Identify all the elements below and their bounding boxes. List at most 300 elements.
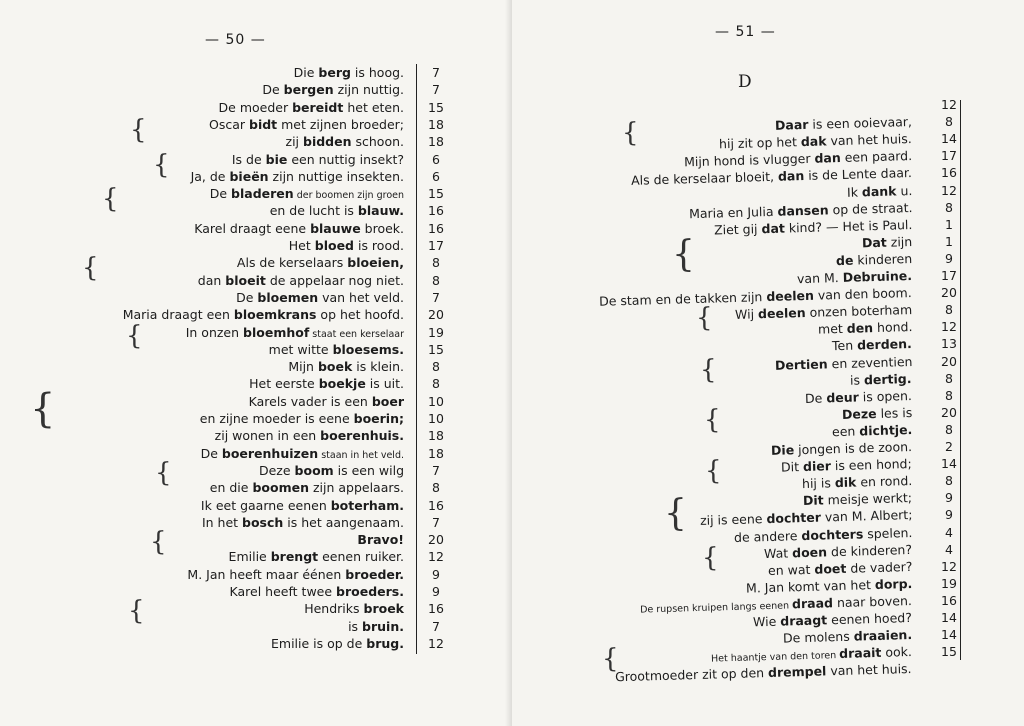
entry-keyword: berg [318, 65, 351, 80]
entry-keyword: dank [861, 182, 897, 199]
entry-suffix: is het aangenaam. [283, 514, 404, 530]
entry-suffix: is een hond; [830, 456, 913, 474]
lesson-number: 12 [941, 558, 957, 574]
entry-prefix: Emilie [228, 549, 271, 565]
lesson-number: 4 [945, 541, 953, 557]
entry-suffix: een paard. [840, 148, 913, 166]
entry-suffix: van den boom. [813, 285, 913, 303]
entry-prefix: Wat [763, 544, 793, 561]
entry-prefix: Karel draagt eene [194, 220, 311, 236]
entry-prefix: Maria en Julia [688, 203, 778, 221]
entry-keyword: boerenhuizen [221, 445, 319, 461]
entry-keyword: Dertien [774, 355, 828, 373]
lesson-number: 9 [432, 566, 440, 582]
entry-keyword: blauw. [357, 203, 404, 219]
entry-suffix: broek. [360, 220, 404, 236]
entry-prefix: In het [201, 514, 243, 530]
entry-keyword: broeders. [336, 584, 404, 599]
entry-prefix: Karel heeft twee [229, 584, 337, 599]
entry-prefix: is [348, 618, 363, 634]
lesson-number: 7 [432, 618, 440, 634]
entry-prefix: zij is eene [699, 511, 767, 529]
entry-keyword: deelen [757, 305, 806, 322]
entry-prefix-small: De rupsen kruipen langs eenen [640, 600, 793, 616]
entry-line [249, 376, 404, 392]
entry-prefix: en de lucht is [269, 203, 358, 219]
lesson-number: 8 [945, 473, 953, 489]
brace: { [705, 456, 722, 486]
entry-line [289, 238, 404, 254]
entry-suffix: is rood. [354, 238, 404, 253]
entry-prefix: De [200, 445, 222, 461]
lesson-number: 15 [428, 99, 444, 115]
entry-keyword: blauwe [310, 220, 361, 236]
entry-prefix: M. Jan heeft maar éénen [187, 566, 346, 582]
entry-suffix: schoon. [351, 134, 404, 150]
entry-prefix: De [209, 186, 232, 202]
entry-keyword: doen [791, 543, 828, 560]
entry-keyword: Deze [841, 405, 877, 422]
entry-keyword: dat [760, 220, 785, 236]
entry-line [187, 567, 404, 583]
lesson-number: 19 [428, 324, 444, 340]
entry-keyword: draad [791, 595, 834, 612]
entry-prefix: met [817, 321, 847, 337]
entry-keyword: bie [265, 151, 288, 167]
entry-line [270, 203, 404, 219]
entry-prefix: hij is [801, 475, 835, 492]
entry-line [237, 255, 404, 271]
entry-line [862, 234, 913, 251]
entry-suffix-small: der boomen zijn groen [293, 190, 404, 202]
entry-line [357, 532, 404, 548]
entry-prefix: Wij [734, 306, 759, 323]
lesson-number: 17 [941, 148, 957, 164]
entry-keyword: dansen [776, 201, 829, 219]
entry-line [215, 428, 404, 444]
brace: { [82, 253, 99, 283]
entry-suffix: spelen. [862, 524, 913, 541]
lesson-number: 6 [432, 151, 440, 167]
entry-prefix: Grootmoeder zit op den [615, 665, 769, 685]
lesson-number: 8 [945, 302, 953, 318]
entry-suffix: kind? — Het is Paul. [784, 216, 913, 236]
lesson-number: 7 [432, 514, 440, 530]
entry-suffix: van het huis. [826, 131, 913, 149]
entry-suffix: van M. Albert; [820, 507, 913, 525]
lesson-number: 8 [432, 376, 440, 392]
entry-keyword: bidden [303, 134, 352, 150]
entry-keyword: Dat [861, 234, 887, 251]
entry-prefix: Ten [832, 337, 858, 354]
entry-line [842, 405, 913, 423]
entry-suffix: hond. [872, 319, 913, 336]
entry-line [797, 268, 912, 287]
entry-line [832, 336, 912, 354]
lesson-number: 10 [428, 411, 444, 426]
lesson-number: 8 [432, 272, 440, 288]
entry-line [615, 661, 912, 685]
lesson-number: 12 [941, 182, 957, 198]
lesson-number: 17 [941, 268, 957, 283]
entry-line [269, 342, 404, 358]
entry-keyword: Die [770, 442, 795, 458]
entry-suffix: is een wilg [333, 462, 404, 478]
entry-keyword: dan [814, 150, 841, 167]
entry-keyword: bloesems. [332, 341, 404, 357]
brace: { [702, 543, 719, 573]
entry-line [259, 463, 404, 479]
brace: { [30, 386, 56, 432]
entry-suffix: de appelaar nog niet. [265, 272, 404, 288]
brace: { [155, 458, 172, 488]
lesson-number: 8 [945, 370, 953, 386]
brace: { [664, 493, 687, 534]
lesson-number: 12 [428, 549, 444, 565]
entry-suffix: ook. [881, 644, 913, 661]
entry-suffix: naar boven. [832, 592, 913, 611]
brace: { [704, 405, 721, 435]
entry-keyword: Bravo! [357, 532, 404, 548]
entry-keyword: bloeien, [347, 255, 404, 271]
brace: { [622, 118, 639, 148]
entry-suffix-small: staan in het veld. [318, 449, 404, 461]
entry-line [271, 636, 404, 652]
entry-keyword: draagt [780, 612, 828, 629]
lesson-number: 8 [945, 199, 953, 215]
lesson-number: 12 [941, 319, 957, 335]
left-number-column-rule [416, 64, 417, 654]
entry-line [232, 152, 404, 168]
lesson-number: 12 [941, 97, 957, 112]
entry-prefix: In onzen [185, 324, 244, 340]
entry-keyword: bereidt [292, 99, 344, 115]
entry-line [201, 498, 404, 514]
entry-suffix: met zijnen broeder; [277, 116, 404, 132]
entry-suffix: meisje werkt; [823, 490, 913, 508]
entry-line [304, 601, 404, 617]
entry-line [802, 473, 913, 492]
lesson-number: 4 [945, 524, 953, 540]
entry-suffix: is open. [858, 387, 913, 405]
entry-prefix: zij [285, 134, 303, 150]
lesson-number: 20 [941, 285, 957, 301]
brace: { [672, 234, 695, 275]
lesson-number: 18 [428, 428, 444, 444]
lesson-number: 7 [432, 289, 440, 305]
lesson-number: 1 [945, 233, 953, 249]
right-page [512, 0, 1024, 726]
entry-line [230, 584, 404, 600]
entry-prefix: en die [209, 480, 253, 496]
entry-keyword: dik [834, 474, 857, 491]
entry-line [229, 549, 404, 565]
entry-suffix: is uit. [365, 376, 404, 392]
lesson-number: 16 [941, 592, 957, 608]
brace: { [602, 644, 619, 674]
entry-prefix: zij wonen in een [214, 428, 321, 444]
entry-suffix: onzen boterham [805, 302, 913, 321]
entry-prefix: een [831, 423, 860, 440]
lesson-number: 6 [432, 168, 440, 184]
section-letter: D [738, 72, 752, 92]
entry-keyword: boerin; [353, 411, 404, 426]
entry-keyword: deelen [766, 287, 815, 305]
lesson-number: 16 [428, 497, 444, 513]
entry-line [202, 515, 404, 531]
entry-keyword: bladeren [231, 186, 294, 202]
entry-keyword: broeder. [345, 566, 404, 582]
lesson-number: 9 [432, 584, 440, 599]
entry-line [348, 619, 404, 635]
lesson-number: 7 [432, 65, 440, 80]
entry-prefix: Mijn [288, 359, 318, 375]
entry-line [249, 394, 404, 410]
entry-line [236, 290, 404, 306]
lesson-number: 14 [941, 610, 957, 625]
entry-prefix: Het [288, 238, 315, 253]
lesson-number: 2 [945, 439, 953, 454]
lesson-number: 20 [428, 307, 444, 323]
entry-prefix: Ik eet gaarne eenen [200, 497, 331, 513]
lesson-number: 14 [941, 456, 957, 472]
lesson-number: 18 [428, 116, 444, 132]
entry-suffix: en zeventien [826, 353, 913, 371]
lesson-number: 16 [428, 203, 444, 219]
entry-prefix: M. Jan komt van het [745, 576, 875, 596]
lesson-number: 9 [945, 490, 953, 506]
entry-prefix: Emilie is op de [271, 635, 367, 651]
entry-prefix: Ja, de [190, 168, 230, 184]
entry-line [186, 325, 404, 343]
entry-suffix: zijn [886, 233, 913, 250]
lesson-number: 10 [428, 393, 444, 409]
lesson-number: 20 [428, 532, 444, 548]
entry-suffix: is een ooievaar, [808, 114, 913, 132]
entry-prefix: Hendriks [304, 601, 364, 617]
entry-keyword: brengt [270, 549, 319, 565]
entry-prefix: Die [293, 65, 319, 80]
entry-keyword: den [846, 320, 873, 337]
lesson-number: 1 [945, 216, 953, 232]
entry-suffix-small: staat een kerselaar [309, 328, 404, 340]
entry-line [817, 319, 912, 338]
lesson-number: 9 [945, 250, 953, 266]
brace: { [700, 355, 717, 385]
entry-line [201, 446, 404, 464]
entry-prefix-small: Het haantje van den toren [711, 650, 840, 665]
lesson-number: 9 [945, 507, 953, 523]
entry-keyword: bieën [229, 168, 269, 184]
lesson-number: 7 [432, 462, 440, 478]
entry-prefix: Als de kerselaar bloeit, [630, 169, 779, 189]
entry-keyword: drempel [768, 663, 828, 681]
entry-line [774, 354, 912, 374]
entry-keyword: dak [800, 133, 828, 150]
entry-suffix: eenen hoed? [827, 610, 913, 628]
entry-prefix: De [262, 82, 284, 98]
entry-suffix: is hoog. [350, 65, 404, 80]
entry-keyword: bloeit [225, 272, 266, 288]
entry-line [219, 100, 404, 116]
entry-prefix: Maria draagt een [122, 307, 234, 323]
entry-keyword: de [835, 252, 854, 269]
entry-prefix: De stam en de takken zijn [599, 289, 767, 309]
entry-line [191, 169, 404, 185]
lesson-number: 7 [432, 82, 440, 98]
entry-keyword: Debruine. [842, 268, 913, 285]
entry-keyword: boom [294, 462, 334, 478]
entry-keyword: dier [803, 458, 832, 475]
entry-suffix: van het veld. [318, 289, 404, 305]
lesson-number: 15 [941, 644, 957, 660]
entry-line [805, 388, 912, 407]
entry-keyword: draait [839, 645, 882, 662]
entry-keyword: bloemkrans [233, 307, 317, 323]
entry-prefix: De moeder [218, 99, 293, 115]
entry-prefix: Is de [231, 151, 266, 167]
entry-line [123, 307, 404, 323]
entry-suffix: is de Lente daar. [804, 165, 913, 184]
lesson-number: 19 [941, 575, 957, 591]
entry-line [262, 82, 404, 98]
entry-suffix: de kinderen? [826, 541, 913, 559]
lesson-number: 18 [428, 134, 444, 150]
entry-line [846, 183, 912, 201]
entry-prefix: Mijn hond is vlugger [683, 151, 815, 170]
entry-suffix: les is [876, 404, 913, 421]
entry-prefix: Het eerste [249, 376, 319, 392]
entry-keyword: dorp. [874, 575, 913, 592]
entry-prefix: hij zit op het [719, 134, 802, 152]
entry-suffix: van het huis. [826, 661, 913, 679]
entry-keyword: Dit [802, 492, 824, 509]
lesson-number: 20 [941, 353, 957, 369]
entry-prefix: Deze [258, 462, 295, 478]
brace: { [130, 115, 147, 145]
lesson-number: 12 [428, 635, 444, 651]
entry-line [200, 411, 404, 427]
entry-line [210, 480, 404, 496]
entry-suffix: zijn appelaars. [308, 480, 404, 496]
entry-suffix: zijn nuttig. [333, 82, 404, 98]
brace: { [126, 321, 143, 351]
lesson-number: 20 [941, 404, 957, 420]
entry-keyword: bloemhof [243, 324, 310, 340]
entry-suffix: u. [895, 182, 913, 198]
entry-suffix: is klein. [352, 359, 404, 375]
entry-keyword: derden. [857, 336, 913, 353]
entry-prefix: Dit [781, 459, 804, 475]
brace: { [102, 184, 119, 214]
brace: { [128, 596, 145, 626]
entry-suffix: en rond. [855, 473, 913, 490]
entry-keyword: bosch [242, 514, 284, 530]
entry-suffix: op de straat. [827, 199, 913, 217]
entry-line [294, 65, 404, 81]
entry-line [850, 371, 912, 389]
entry-line [210, 186, 404, 204]
lesson-number: 18 [428, 445, 444, 461]
entry-keyword: dan [777, 168, 805, 185]
entry-keyword: Daar [774, 116, 809, 133]
entry-prefix: is [850, 371, 865, 388]
lesson-number: 8 [945, 114, 953, 130]
entry-keyword: boer [371, 393, 404, 409]
lesson-number: 16 [428, 601, 444, 617]
entry-line [288, 359, 404, 375]
entry-line [286, 134, 404, 150]
brace: { [153, 150, 170, 180]
entry-keyword: boterham. [330, 497, 404, 513]
entry-keyword: bloed [314, 238, 354, 253]
lesson-number: 8 [432, 359, 440, 375]
entry-prefix: Ziet gij [713, 220, 762, 238]
entry-keyword: dochters [800, 525, 864, 543]
entry-suffix: eenen ruiker. [318, 549, 404, 565]
entry-keyword: bidt [249, 116, 278, 132]
lesson-number: 14 [941, 131, 957, 147]
entry-prefix: met witte [268, 341, 333, 357]
entry-keyword: bruin. [362, 618, 404, 634]
entry-suffix: op het hoofd. [316, 307, 404, 323]
entry-prefix: Als de kerselaars [236, 255, 348, 271]
entry-prefix: dan [197, 272, 226, 288]
entry-line [209, 117, 404, 133]
entry-keyword: brug. [366, 635, 404, 651]
entry-keyword: boekje [318, 376, 366, 392]
right-page-number: — 51 — [715, 24, 776, 40]
brace: { [696, 303, 713, 333]
entry-suffix: jongen is de zoon. [793, 439, 913, 458]
entry-suffix: het eten. [343, 99, 404, 115]
entry-keyword: dochter [765, 509, 821, 527]
entry-suffix: kinderen [853, 250, 913, 268]
entry-keyword: dichtje. [858, 421, 913, 439]
entry-line [836, 251, 913, 269]
entry-suffix: zijn nuttige insekten. [268, 168, 404, 184]
entry-keyword: boek [317, 359, 353, 375]
left-page-number: — 50 — [205, 32, 266, 48]
lesson-number: 16 [428, 220, 444, 236]
lesson-number: 8 [945, 421, 953, 437]
entry-prefix: Oscar [209, 116, 249, 132]
lesson-number: 15 [428, 186, 444, 202]
entry-prefix: en wat [767, 561, 815, 578]
lesson-number: 8 [432, 480, 440, 496]
entry-prefix: De [804, 390, 827, 406]
entry-suffix: de vader? [845, 558, 913, 576]
entry-keyword: broek [363, 601, 404, 617]
entry-prefix: Karels vader is een [248, 393, 372, 409]
entry-keyword: draaien. [853, 627, 913, 644]
entry-prefix: Ik [846, 183, 862, 200]
entry-keyword: doet [813, 560, 847, 577]
entry-line [194, 221, 404, 237]
entry-prefix: De [236, 289, 258, 305]
lesson-number: 14 [941, 627, 957, 643]
entry-keyword: deur [826, 389, 860, 406]
lesson-number: 17 [428, 238, 444, 253]
lesson-number: 13 [941, 336, 957, 352]
entry-prefix: De molens [782, 628, 854, 646]
entry-keyword: boomen [252, 480, 309, 496]
entry-prefix: van M. [796, 269, 843, 287]
entry-suffix: een nuttig insekt? [287, 151, 404, 167]
lesson-number: 8 [432, 255, 440, 271]
entry-line [198, 273, 404, 289]
lesson-number: 8 [945, 387, 953, 403]
